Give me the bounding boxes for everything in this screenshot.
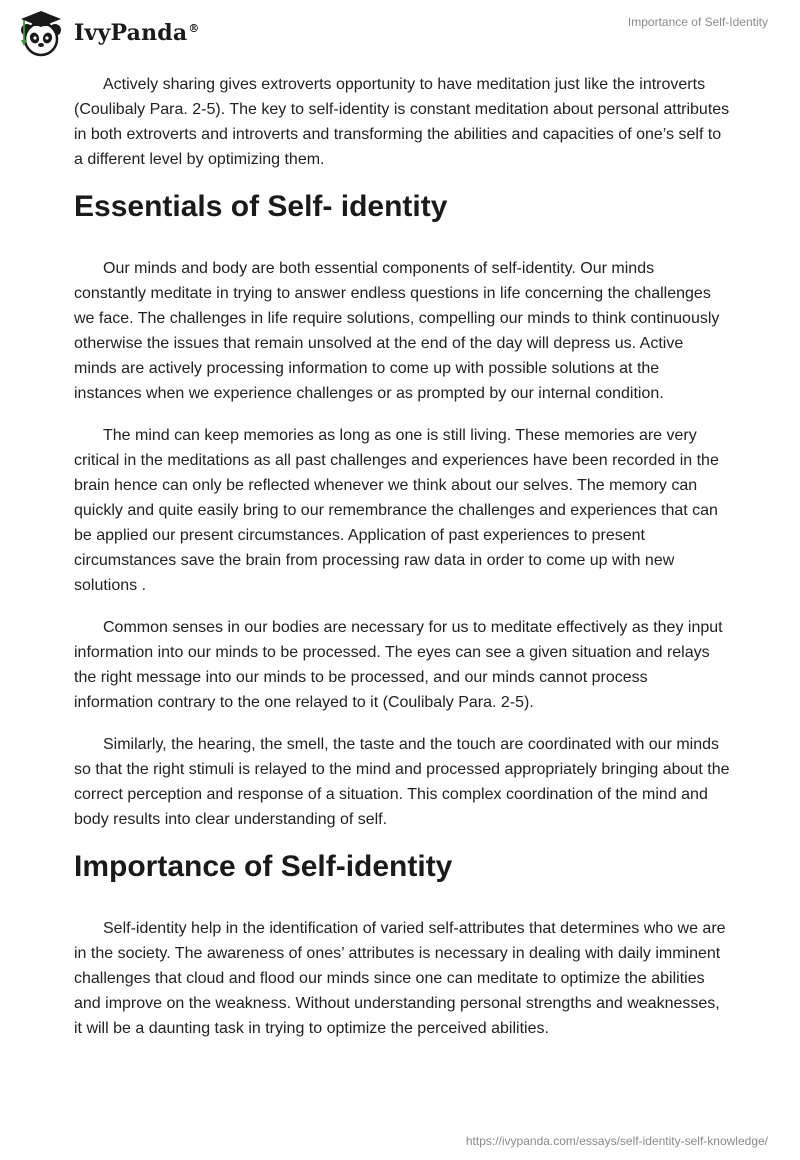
paragraph: Actively sharing gives extroverts opportunity to have meditation just like the introverts (Coulibaly Para. 2-5). The key to self-identity is constant meditation about personal attributes in both extroverts and introverts and transforming the abilities and capacities of one’s self to a different level by optimizing them. xyxy=(74,76,730,168)
section-heading: Essentials of Self- identity xyxy=(74,190,448,223)
paragraph: Similarly, the hearing, the smell, the taste and the touch are coordinated with our minds so that the right stimuli is relayed to the mind and processed appropriately bringing about the correct perception and response of a situation. This complex coordination of the mind and body results into clear understanding of self. xyxy=(74,736,730,828)
essay-content xyxy=(74,72,730,1058)
page-header xyxy=(0,0,800,62)
paragraph: Common senses in our bodies are necessary for us to meditate effectively as they input information into our minds to be processed. The eyes can see a given situation and relays the right message into our minds to be processed, and our minds cannot process information contrary to the one relayed to it (Coulibaly Para. 2-5). xyxy=(74,619,723,711)
panda-graduate-icon xyxy=(14,8,68,58)
paragraph: The mind can keep memories as long as one is still living. These memories are very critical in the meditations as all past challenges and experiences have been recorded in the brain hence can only be reflected whenever we think about our selves. The memory can quickly and quite easily bring to our remembrance the challenges and experiences that can be applied our present circumstances. Application of past experiences to present circumstances save the brain from processing raw data in order to come up with new solutions . xyxy=(74,427,719,594)
brand-name: IvyPanda® xyxy=(74,20,200,46)
section-heading: Importance of Self-identity xyxy=(74,850,453,883)
paragraph: Self-identity help in the identification of varied self-attributes that determines who we are in the society. The awareness of ones’ attributes is necessary in dealing with daily imminent challenges that cloud and flood our minds since one can meditate to optimize the abilities and improve on the weakness. Without understanding personal strengths and weaknesses, it will be a daunting task in trying to optimize the perceived abilities. xyxy=(74,920,726,1037)
ivypanda-logo[interactable] xyxy=(14,8,200,58)
document-title: Importance of Self-Identity xyxy=(627,15,768,29)
paragraph: Our minds and body are both essential components of self-identity. Our minds constantly meditate in trying to answer endless questions in life concerning the challenges we face. The challenges in life require solutions, compelling our minds to think continuously otherwise the issues that remain unsolved at the end of the day will depress us. Active minds are actively processing information to come up with possible solutions at the instances when we experience challenges or as prompted by our internal condition. xyxy=(74,260,720,402)
source-url[interactable]: https://ivypanda.com/essays/self-identity-self-knowledge/ xyxy=(465,1134,768,1148)
